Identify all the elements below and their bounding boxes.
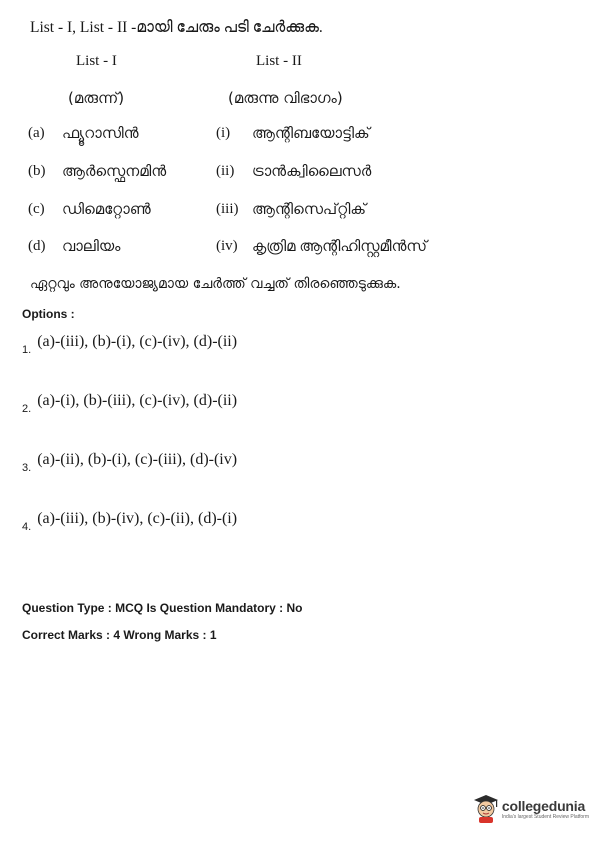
- row-left-key-d: (d): [28, 238, 46, 254]
- row-left-key-a: (a): [28, 125, 45, 141]
- collegedunia-logo: [473, 794, 589, 824]
- row-right-key-ii: (ii): [216, 163, 235, 179]
- row-right-text-iii: ആന്റിസെപ്റ്റിക്: [252, 202, 367, 218]
- list2-subheader: (മരുന്നു വിഭാഗം): [228, 89, 343, 107]
- option-4[interactable]: [22, 510, 237, 533]
- row-left-text-b: ആർസ്ഫെനമിൻ: [62, 164, 167, 180]
- row-right-text-ii: ട്രാൻക്വിലൈസർ: [252, 164, 372, 180]
- row-right-key-i: (i): [216, 125, 231, 141]
- option-3[interactable]: [22, 451, 237, 474]
- option-number: 2.: [22, 403, 32, 415]
- list1-header: List - I: [76, 53, 117, 69]
- question-instruction: ഏറ്റവും അനുയോജ്യമായ ചേർത്ത് വച്ചത് തിരഞ്ഞെടുക്കുക.: [30, 276, 401, 292]
- logo-brand: collegedunia: [501, 798, 586, 814]
- question-title: List - I, List - II -മായി ചേരും പടി ചേർക്കുക.: [30, 19, 323, 36]
- list1-subheader: (മരുന്ന്): [68, 89, 125, 107]
- options-label: Options :: [22, 307, 75, 321]
- row-left-text-c: ഡിമെറ്റോൺ: [62, 202, 151, 218]
- option-text: (a)-(iii), (b)-(i), (c)-(iv), (d)-(ii): [37, 333, 238, 350]
- option-number: 1.: [22, 344, 32, 356]
- graduate-mascot-icon: [473, 794, 499, 824]
- row-left-text-a: ഫ്യൂറാസിൻ: [62, 126, 139, 142]
- option-number: 4.: [22, 521, 32, 533]
- question-meta-type: Question Type : MCQ Is Question Mandatory : No: [22, 601, 303, 615]
- logo-text: [502, 798, 589, 820]
- list2-header: List - II: [256, 53, 302, 69]
- option-2[interactable]: [22, 392, 237, 415]
- row-right-key-iii: (iii): [216, 201, 239, 217]
- option-text: (a)-(ii), (b)-(i), (c)-(iii), (d)-(iv): [37, 451, 238, 468]
- row-left-key-c: (c): [28, 201, 45, 217]
- option-text: (a)-(i), (b)-(iii), (c)-(iv), (d)-(ii): [37, 392, 238, 409]
- row-right-key-iv: (iv): [216, 238, 238, 254]
- option-1[interactable]: [22, 333, 237, 356]
- option-number: 3.: [22, 462, 32, 474]
- logo-tagline: India's largest Student Review Platform: [501, 814, 589, 820]
- question-meta-marks: Correct Marks : 4 Wrong Marks : 1: [22, 628, 217, 642]
- row-left-key-b: (b): [28, 163, 46, 179]
- option-text: (a)-(iii), (b)-(iv), (c)-(ii), (d)-(i): [37, 510, 238, 527]
- row-right-text-iv: കൃത്രിമ ആന്റിഹിസ്റ്റമീൻസ്: [252, 239, 428, 255]
- row-left-text-d: വാലിയം: [62, 239, 121, 255]
- row-right-text-i: ആന്റിബയോട്ടിക്: [252, 126, 370, 142]
